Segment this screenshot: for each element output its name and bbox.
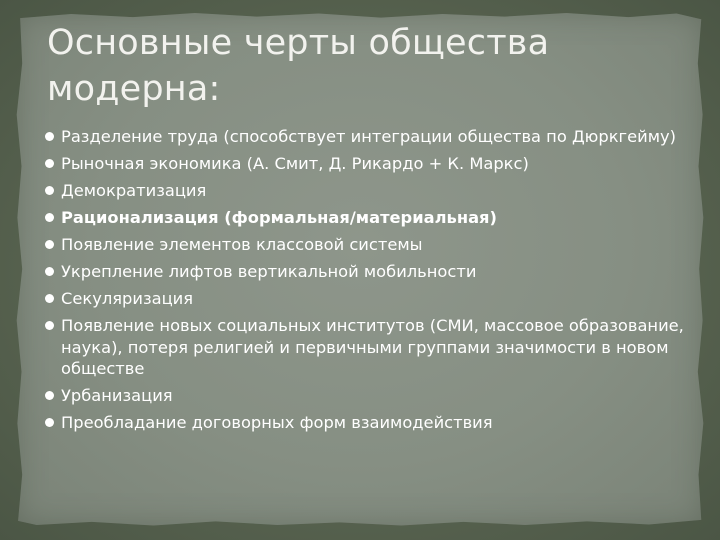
slide-title-line-1: Основные черты общества [47, 23, 550, 63]
slide-title [47, 20, 647, 112]
list-item [44, 288, 684, 310]
bullet-dot-icon [45, 213, 54, 222]
list-item-text: Преобладание договорных форм взаимодействия [61, 413, 493, 432]
list-item-text: Секуляризация [61, 289, 194, 308]
list-item-text: Появление элементов классовой системы [61, 235, 423, 254]
list-item [44, 180, 684, 202]
list-item-text: Разделение труда (способствует интеграции общества по Дюркгейму) [61, 127, 676, 146]
list-item [44, 153, 684, 175]
list-item [44, 234, 684, 256]
bullet-dot-icon [45, 418, 54, 427]
list-item [44, 385, 684, 407]
list-item-text: Демократизация [61, 181, 207, 200]
bullet-dot-icon [45, 132, 54, 141]
bullet-dot-icon [45, 267, 54, 276]
list-item [44, 412, 684, 434]
slide-title-line-2: модерна: [47, 69, 221, 109]
bullet-dot-icon [45, 391, 54, 400]
bullet-dot-icon [45, 321, 54, 330]
list-item-text: Появление новых социальных институтов (СМИ, массовое образование, наука), потеря религией и первичными группами значимости в новом обществе [61, 316, 684, 378]
list-item-text: Рыночная экономика (А. Смит, Д. Рикардо + К. Маркс) [61, 154, 529, 173]
bullet-dot-icon [45, 159, 54, 168]
bullet-dot-icon [45, 240, 54, 249]
list-item-text: Укрепление лифтов вертикальной мобильности [61, 262, 477, 281]
list-item [44, 207, 684, 229]
list-item [44, 261, 684, 283]
list-item [44, 126, 684, 148]
list-item [44, 315, 684, 380]
bullet-dot-icon [45, 186, 54, 195]
bullet-list [44, 126, 684, 439]
list-item-text: Рационализация (формальная/материальная) [61, 208, 497, 227]
bullet-dot-icon [45, 294, 54, 303]
list-item-text: Урбанизация [61, 386, 173, 405]
